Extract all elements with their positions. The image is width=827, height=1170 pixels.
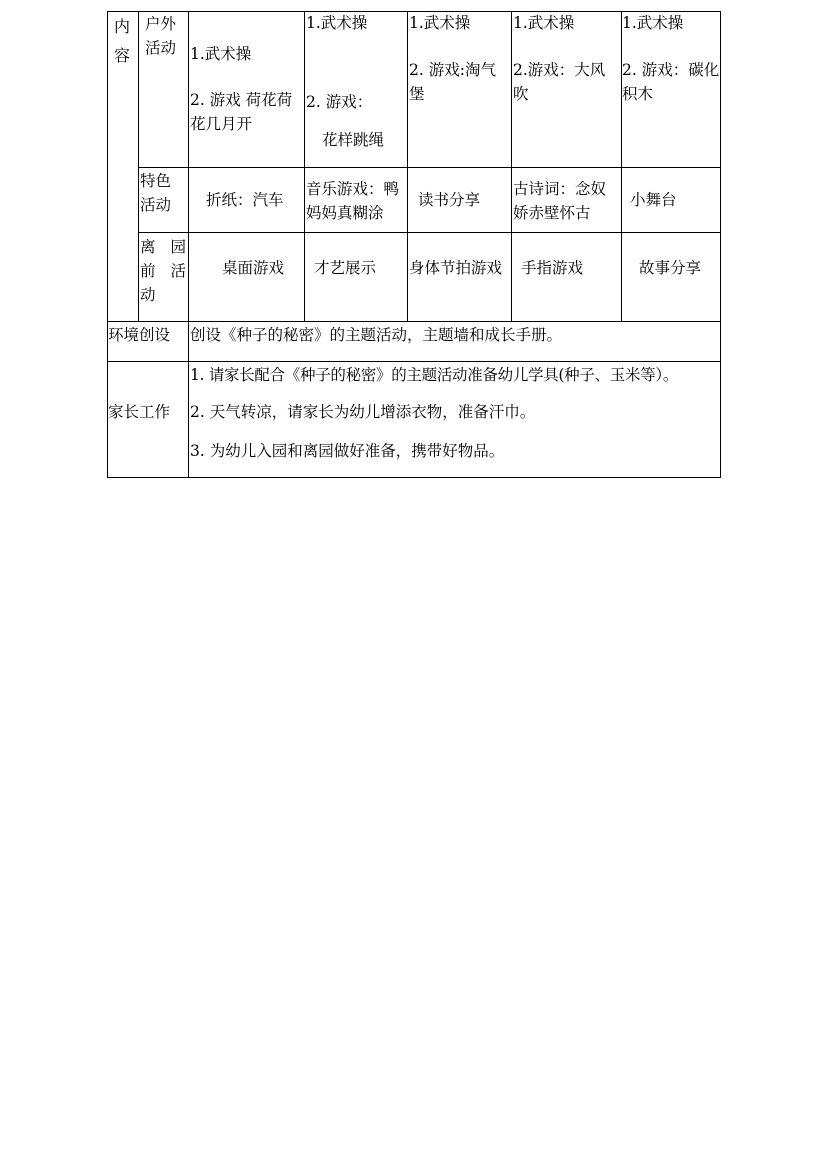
parent-work-item-2: 2. 天气转凉，请家长为幼儿增添衣物，准备汗巾。 [190,403,536,421]
outdoor-label: 户外活动 [145,15,177,57]
before-leaving-label-line1: 离 园 [140,238,186,256]
special-wed: 读书分享 [418,191,481,209]
row-divider-2 [138,232,721,233]
environment-label: 环境创设 [108,326,171,344]
content-label: 内容 [113,17,130,65]
col-divider-thu [511,11,512,322]
schedule-table [0,0,827,480]
outdoor-tue-line3: 花样跳绳 [322,131,385,149]
before-leaving-wed: 身体节拍游戏 [409,259,503,277]
table-border-bottom [107,477,721,478]
col-divider-tue [304,11,305,322]
before-leaving-label-line3: 动 [140,286,156,304]
special-mon: 折纸：汽车 [206,191,284,209]
special-label: 特色活动 [140,172,172,214]
before-leaving-mon: 桌面游戏 [222,259,285,277]
row-divider-4 [107,361,721,362]
row-divider-3 [107,321,721,322]
parent-work-label: 家长工作 [108,403,171,421]
col-divider-mon [188,11,189,478]
outdoor-tue-line2: 2. 游戏： [306,93,373,111]
special-fri: 小舞台 [630,191,677,209]
before-leaving-label-line2: 前 活 [140,262,186,280]
outdoor-mon-line1: 1.武术操 [190,45,252,63]
col-divider-wed [407,11,408,322]
row-divider-1 [138,167,721,168]
outdoor-thu-line2: 2.游戏：大风吹 [513,61,606,103]
outdoor-wed-line1: 1.武术操 [409,14,471,32]
outdoor-fri-line1: 1.武术操 [622,14,684,32]
before-leaving-thu: 手指游戏 [521,259,584,277]
outdoor-wed-line2: 2. 游戏:淘气堡 [409,61,496,103]
before-leaving-fri: 故事分享 [639,259,702,277]
parent-work-item-1: 1. 请家长配合《种子的秘密》的主题活动准备幼儿学具(种子、玉米等）。 [190,366,679,384]
outdoor-fri-line2: 2. 游戏：碳化积木 [622,61,720,103]
special-tue: 音乐游戏：鸭妈妈真糊涂 [306,180,400,222]
col-divider-label [138,11,139,322]
outdoor-thu-line1: 1.武术操 [513,14,575,32]
table-border-right [720,11,721,478]
outdoor-tue-line1: 1.武术操 [306,14,368,32]
environment-text: 创设《种子的秘密》的主题活动，主题墙和成长手册。 [190,326,563,344]
before-leaving-tue: 才艺展示 [314,259,377,277]
special-thu: 古诗词：念奴娇赤壁怀古 [513,180,607,222]
parent-work-item-3: 3. 为幼儿入园和离园做好准备，携带好物品。 [190,442,505,460]
outdoor-mon-line2: 2. 游戏 荷花荷花几月开 [190,91,293,133]
